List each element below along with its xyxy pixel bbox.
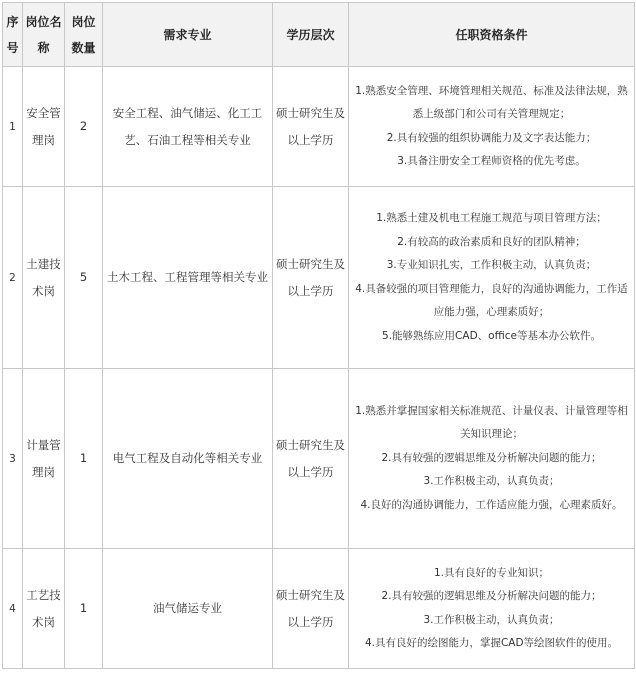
requirement-item: 3.具备注册安全工程师资格的优先考虑。 [397, 155, 586, 167]
table-header-row [3, 3, 635, 67]
requirements-cell [349, 187, 635, 369]
requirement-item: 4.具备较强的项目管理能力，良好的沟通协调能力，工作适应能力强，心理素质好； [355, 282, 628, 318]
requirement-item: 1.熟悉安全管理、环境管理相关规范、标准及法律法规，熟悉上级部门和公司有关管理规定； [355, 84, 628, 120]
education-level: 硕士研究生及以上学历 [273, 187, 349, 369]
required-major: 安全工程、油气储运、化工工艺、石油工程等相关专业 [103, 67, 273, 187]
position-count: 5 [65, 187, 103, 369]
requirement-item: 3.工作积极主动，认真负责； [423, 475, 560, 488]
requirement-item: 2.有较高的政治素质和良好的团队精神； [397, 235, 586, 248]
required-major: 土木工程、工程管理等相关专业 [103, 187, 273, 369]
education-level: 硕士研究生及以上学历 [273, 369, 349, 549]
position-count: 1 [65, 549, 103, 669]
requirement-item: 2.具有较强的逻辑思维及分析解决问题的能力； [381, 451, 602, 464]
position-count: 1 [65, 369, 103, 549]
requirements-cell [349, 67, 635, 187]
requirement-item: 1.具有良好的专业知识； [433, 566, 550, 579]
header-no: 序号 [3, 3, 23, 67]
row-no: 2 [3, 187, 23, 369]
recruitment-table [2, 2, 635, 669]
header-education: 学历层次 [273, 3, 349, 67]
education-level: 硕士研究生及以上学历 [273, 549, 349, 669]
table-row [3, 369, 635, 549]
position-name: 安全管理岗 [23, 67, 65, 187]
table-row [3, 67, 635, 187]
requirement-item: 1.熟悉土建及机电工程施工规范与项目管理方法； [376, 212, 607, 224]
position-name: 工艺技术岗 [23, 549, 65, 669]
row-no: 4 [3, 549, 23, 669]
position-name: 计量管理岗 [23, 369, 65, 549]
header-position-name: 岗位名称 [23, 3, 65, 67]
requirement-item: 1.熟悉并掌握国家相关标准规范、计量仪表、计量管理等相关知识理论； [355, 404, 628, 441]
header-position-count: 岗位数量 [65, 3, 103, 67]
required-major: 油气储运专业 [103, 549, 273, 669]
position-name: 土建技术岗 [23, 187, 65, 369]
requirement-item: 4.良好的沟通协调能力，工作适应能力强，心理素质好。 [360, 498, 623, 511]
header-major: 需求专业 [103, 3, 273, 67]
required-major: 电气工程及自动化等相关专业 [103, 369, 273, 549]
education-level: 硕士研究生及以上学历 [273, 67, 349, 187]
row-no: 3 [3, 369, 23, 549]
header-requirements: 任职资格条件 [349, 3, 635, 67]
position-count: 2 [65, 67, 103, 187]
requirement-item: 3.工作积极主动，认真负责； [423, 613, 560, 626]
requirement-item: 5.能够熟练应用CAD、office等基本办公软件。 [382, 329, 601, 342]
requirement-item: 3.专业知识扎实，工作积极主动，认真负责； [386, 259, 597, 271]
row-no: 1 [3, 67, 23, 187]
requirement-item: 2.具有较强的组织协调能力及文字表达能力； [386, 131, 597, 144]
table-row [3, 549, 635, 669]
requirement-item: 4.具有良好的绘图能力，掌握CAD等绘图软件的使用。 [364, 637, 619, 649]
requirements-cell [349, 369, 635, 549]
table-row [3, 187, 635, 369]
requirement-item: 2.具有较强的逻辑思维及分析解决问题的能力； [381, 590, 602, 602]
requirements-cell [349, 549, 635, 669]
